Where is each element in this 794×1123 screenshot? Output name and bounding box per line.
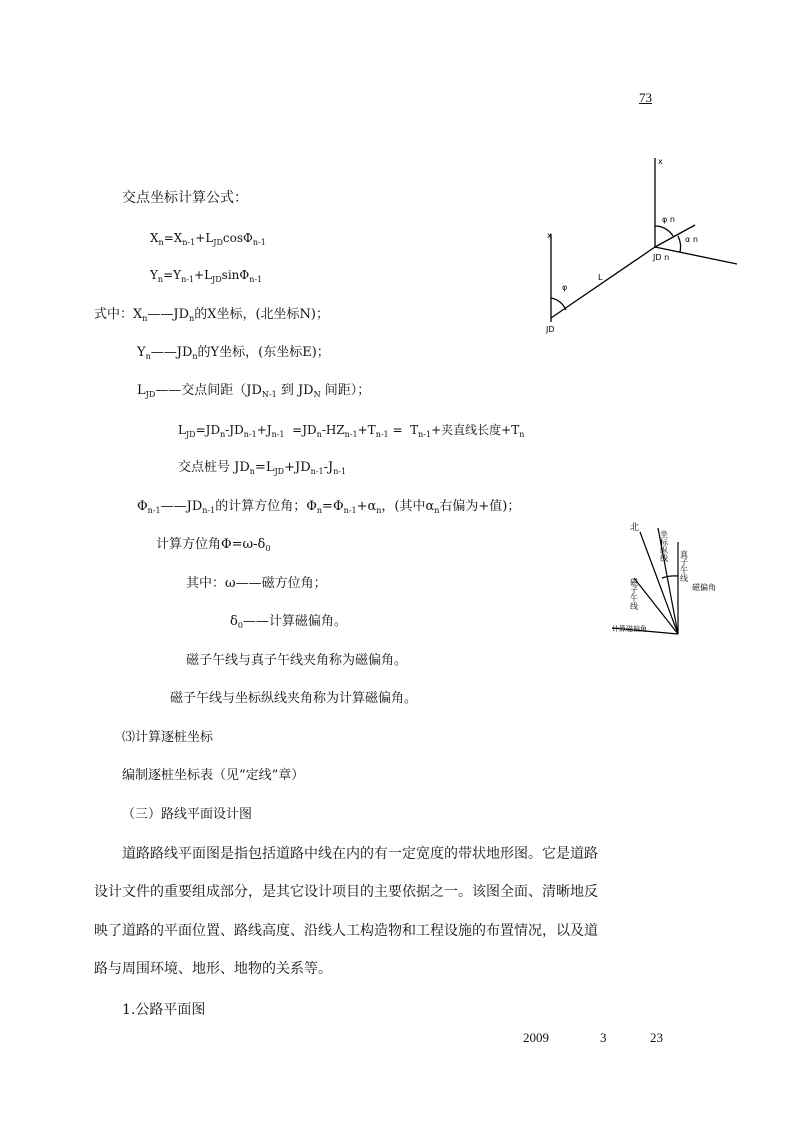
label-magnetic-north: 磁子午线 <box>629 578 639 610</box>
label-grid-north: 坐标纵线 <box>659 530 669 562</box>
declination-diagram <box>600 518 750 640</box>
paragraph-line: 设计文件的重要组成部分，是其它设计项目的主要依据之一。该图全面、清晰地反 <box>94 884 598 900</box>
label-grid-declination: 计算磁偏角 <box>612 625 647 633</box>
page-number: 73 <box>639 90 652 105</box>
point-label-jd: JD n <box>653 253 670 262</box>
definition-omega: 其中：ω——磁方位角； <box>186 576 327 591</box>
angle-label-phi-n: φ n <box>662 215 675 224</box>
paragraph-line: 路与周围环境、地形、地物的关系等。 <box>94 961 332 977</box>
footer-year: 2009 <box>523 1030 549 1045</box>
paragraph-line: 道路路线平面图是指包括道路中线在内的有一定宽度的带状地形图。它是道路 <box>122 846 598 862</box>
definition-delta: $\delta_0——$计算磁偏角。 <box>230 614 347 630</box>
axis-label-x: x <box>547 231 552 240</box>
subsection-3: ⑶计算逐桩坐标 <box>122 730 214 745</box>
paragraph-line: 映了道路的平面位置、路线高度、沿线人工构造物和工程设施的布置情况，以及道 <box>94 923 598 939</box>
formula-xn: $X_n=X_{n-1}+L_{JD}\cos\Phi_{n-1}$ <box>150 231 266 247</box>
definition-ljd: $L_{JD}——$交点间距（$JD_{N-1}$ 到 $JD_N$ 间距）； <box>137 383 371 399</box>
formula-yn: $Y_n=Y_{n-1}+L_{JD}\sin\Phi_{n-1}$ <box>150 268 263 284</box>
footer-day: 23 <box>650 1030 663 1045</box>
declination-arc <box>662 576 678 578</box>
axis-label-x: x <box>658 157 663 166</box>
formula-ljd: $L_{JD}=JD_n-JD_{n-1}+J_{n-1} =JD_n-HZ_{n-1}+T_{n-1} = T_{n-1}+$夹直线长度$+T_n$ <box>178 423 525 439</box>
angle-label-alpha: α n <box>685 235 698 244</box>
definition-xn: 式中：$X_n——JD_n$的X坐标，(北坐标N)； <box>94 307 329 323</box>
length-label: L <box>598 273 603 282</box>
section-heading: （三）路线平面设计图 <box>122 807 253 822</box>
formula-azimuth: 计算方位角$\Phi=\omega-\delta_0$ <box>156 537 271 553</box>
angle-arc <box>678 236 681 252</box>
formula-heading: 交点坐标计算公式： <box>122 190 248 206</box>
angle-arc <box>551 298 566 310</box>
formula-station: 交点桩号 $JD_n=L_{JD}+JD_{n-1}-J_{n-1}$ <box>178 460 347 476</box>
definition-phi: $\Phi_{n-1}——JD_{n-1}$的计算方位角；$\Phi_n=\Phi_{n-1}+\alpha_n$，(其中$\alpha_n$右偏为+值)； <box>137 499 521 515</box>
definition-magnetic-declination: 磁子午线与真子午线夹角称为磁偏角。 <box>186 653 408 668</box>
label-true-north: 真子午线 <box>679 550 689 582</box>
label-north: 北 <box>630 523 640 533</box>
table-note: 编制逐桩坐标表（见“定线”章） <box>122 768 305 783</box>
point-label-jd-prev: JD <box>546 325 555 334</box>
subsection-1: 1.公路平面图 <box>122 1002 206 1018</box>
definition-yn: $Y_n——JD_n$的Y坐标，(东坐标E)； <box>137 345 330 361</box>
label-declination: 磁偏角 <box>692 583 716 592</box>
footer-month: 3 <box>600 1030 607 1045</box>
angle-arc <box>655 226 673 236</box>
definition-grid-declination: 磁子午线与坐标纵线夹角称为计算磁偏角。 <box>170 691 418 706</box>
angle-label-phi: φ <box>562 283 568 292</box>
azimuth-diagram <box>540 150 745 340</box>
